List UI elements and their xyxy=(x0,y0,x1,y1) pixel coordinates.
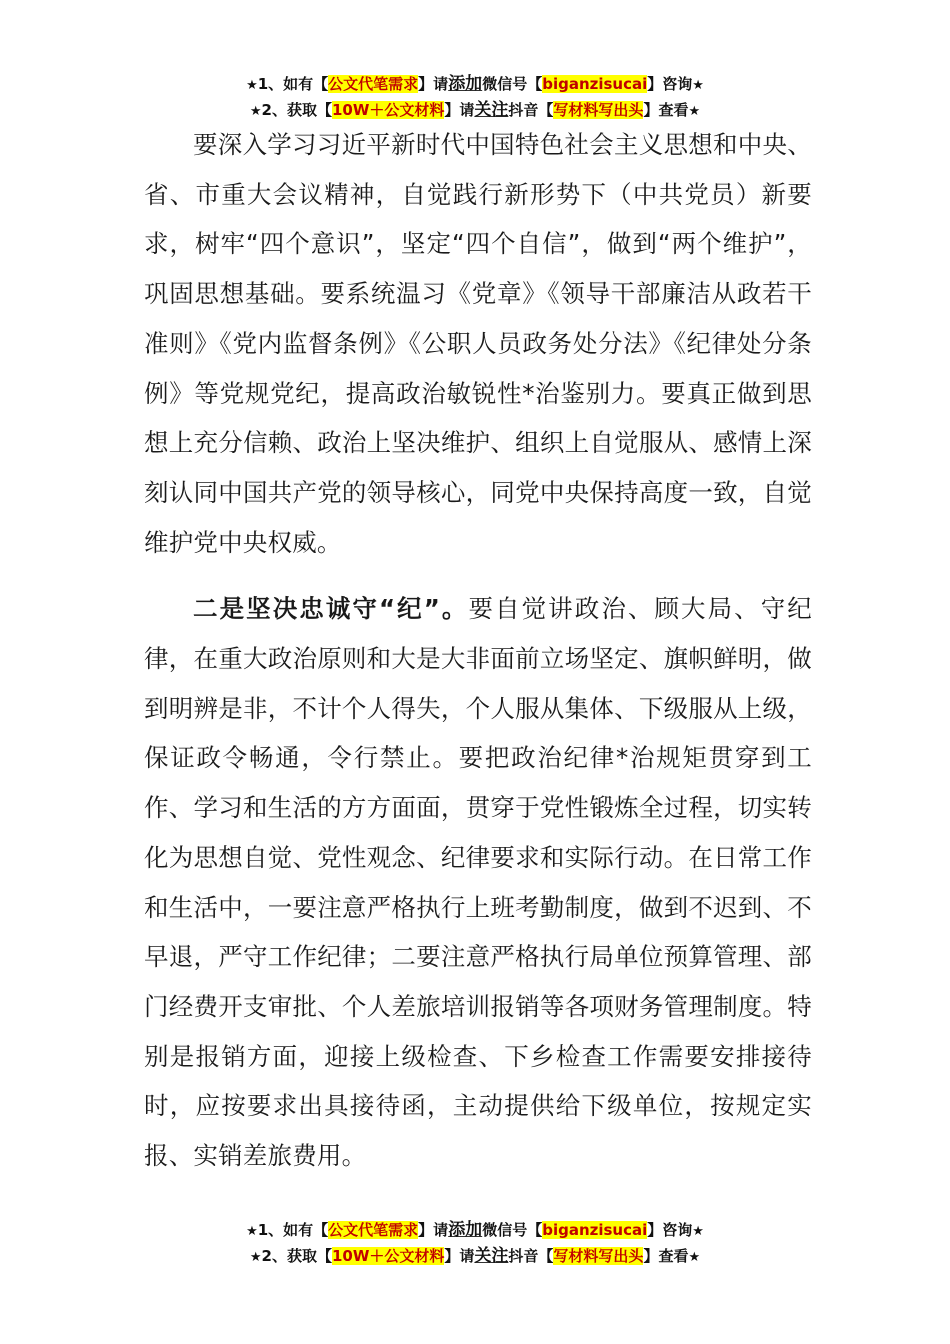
section-heading: 二是坚决忠诚守“纪”。 xyxy=(193,594,469,624)
promo-highlight: 公文代笔需求 xyxy=(328,1221,419,1239)
promo-text: 】请 xyxy=(444,101,475,119)
star-icon: ★ xyxy=(246,1224,258,1239)
footer-promo-line-2 xyxy=(0,1244,950,1270)
star-icon: ★ xyxy=(692,1224,704,1239)
section-text: 要自觉讲政治、顾大局、守纪律，在重大政治原则和大是大非面前立场坚定、旗帜鲜明，做到明辨是非，不计个人得失，个人服从集体、下级服从上级，保证政令畅通，令行禁止。要把政治纪律*治规矩贯穿到工作、学习和生活的方方面面，贯穿于党性锻炼全过程，切实转化为思想自觉、党性观念、纪律要求和实际行动。在日常工作和生活中，一要注意严格执行上班考勤制度，做到不迟到、不早退，严守工作纪律；二要注意严格执行局单位预算管理、部门经费开支审批、个人差旅培训报销等各项财务管理制度。特别是报销方面，迎接上级检查、下乡检查工作需要安排接待时，应按要求出具接待函，主动提供给下级单位，按规定实报、实销差旅费用。 xyxy=(144,594,812,1171)
promo-text: 2、获取【 xyxy=(261,101,332,119)
promo-text: 】咨询 xyxy=(647,1221,693,1239)
promo-douyin-id: 写材料写出头 xyxy=(553,1247,644,1265)
document-body xyxy=(144,120,812,1181)
star-icon: ★ xyxy=(692,78,704,93)
body-paragraph-1: 要深入学习习近平新时代中国特色社会主义思想和中央、省、市重大会议精神，自觉践行新形势下（中共党员）新要求，树牢“四个意识”，坚定“四个自信”，做到“两个维护”，巩固思想基础。要系统温习《党章》《领导干部廉洁从政若干准则》《党内监督条例》《公职人员政务处分法》《纪律处分条例》等党规党纪，提高政治敏锐性*治鉴别力。要真正做到思想上充分信赖、政治上坚决维护、组织上自觉服从、感情上深刻认同中国共产党的领导核心，同党中央保持高度一致，自觉维护党中央权威。 xyxy=(144,130,812,557)
promo-text: 】咨询 xyxy=(647,75,693,93)
star-icon: ★ xyxy=(688,104,701,119)
star-icon: ★ xyxy=(246,78,258,93)
promo-keyword: 添加 xyxy=(448,74,483,94)
promo-text: 微信号【 xyxy=(482,75,543,93)
promo-text: 2、获取【 xyxy=(261,1247,332,1265)
promo-text: 】查看 xyxy=(643,1247,689,1265)
promo-highlight: 公文代笔需求 xyxy=(328,75,419,93)
promo-highlight: 10W＋公文材料 xyxy=(331,1247,445,1265)
promo-keyword: 关注 xyxy=(474,1246,509,1266)
promo-highlight: 10W＋公文材料 xyxy=(331,101,445,119)
promo-wechat-id: biganzisucai xyxy=(542,75,648,93)
promo-text: 抖音【 xyxy=(508,1247,554,1265)
promo-text: 】请 xyxy=(418,75,449,93)
star-icon: ★ xyxy=(688,1250,701,1265)
promo-text: 微信号【 xyxy=(482,1221,543,1239)
footer-promo-banner xyxy=(0,1218,950,1270)
header-promo-banner xyxy=(0,72,950,124)
header-promo-line-1 xyxy=(0,72,950,98)
promo-text: 】请 xyxy=(418,1221,449,1239)
promo-text: 】请 xyxy=(444,1247,475,1265)
promo-text: 1、如有【 xyxy=(257,75,329,93)
promo-text: 】查看 xyxy=(643,101,689,119)
promo-text: 1、如有【 xyxy=(257,1221,329,1239)
promo-douyin-id: 写材料写出头 xyxy=(553,101,644,119)
star-icon: ★ xyxy=(249,1250,262,1265)
promo-keyword: 添加 xyxy=(448,1220,483,1240)
body-paragraph-2 xyxy=(144,584,812,1180)
star-icon: ★ xyxy=(249,104,262,119)
footer-promo-line-1 xyxy=(0,1218,950,1244)
promo-text: 抖音【 xyxy=(508,101,554,119)
promo-keyword: 关注 xyxy=(474,100,509,120)
promo-wechat-id: biganzisucai xyxy=(542,1221,648,1239)
